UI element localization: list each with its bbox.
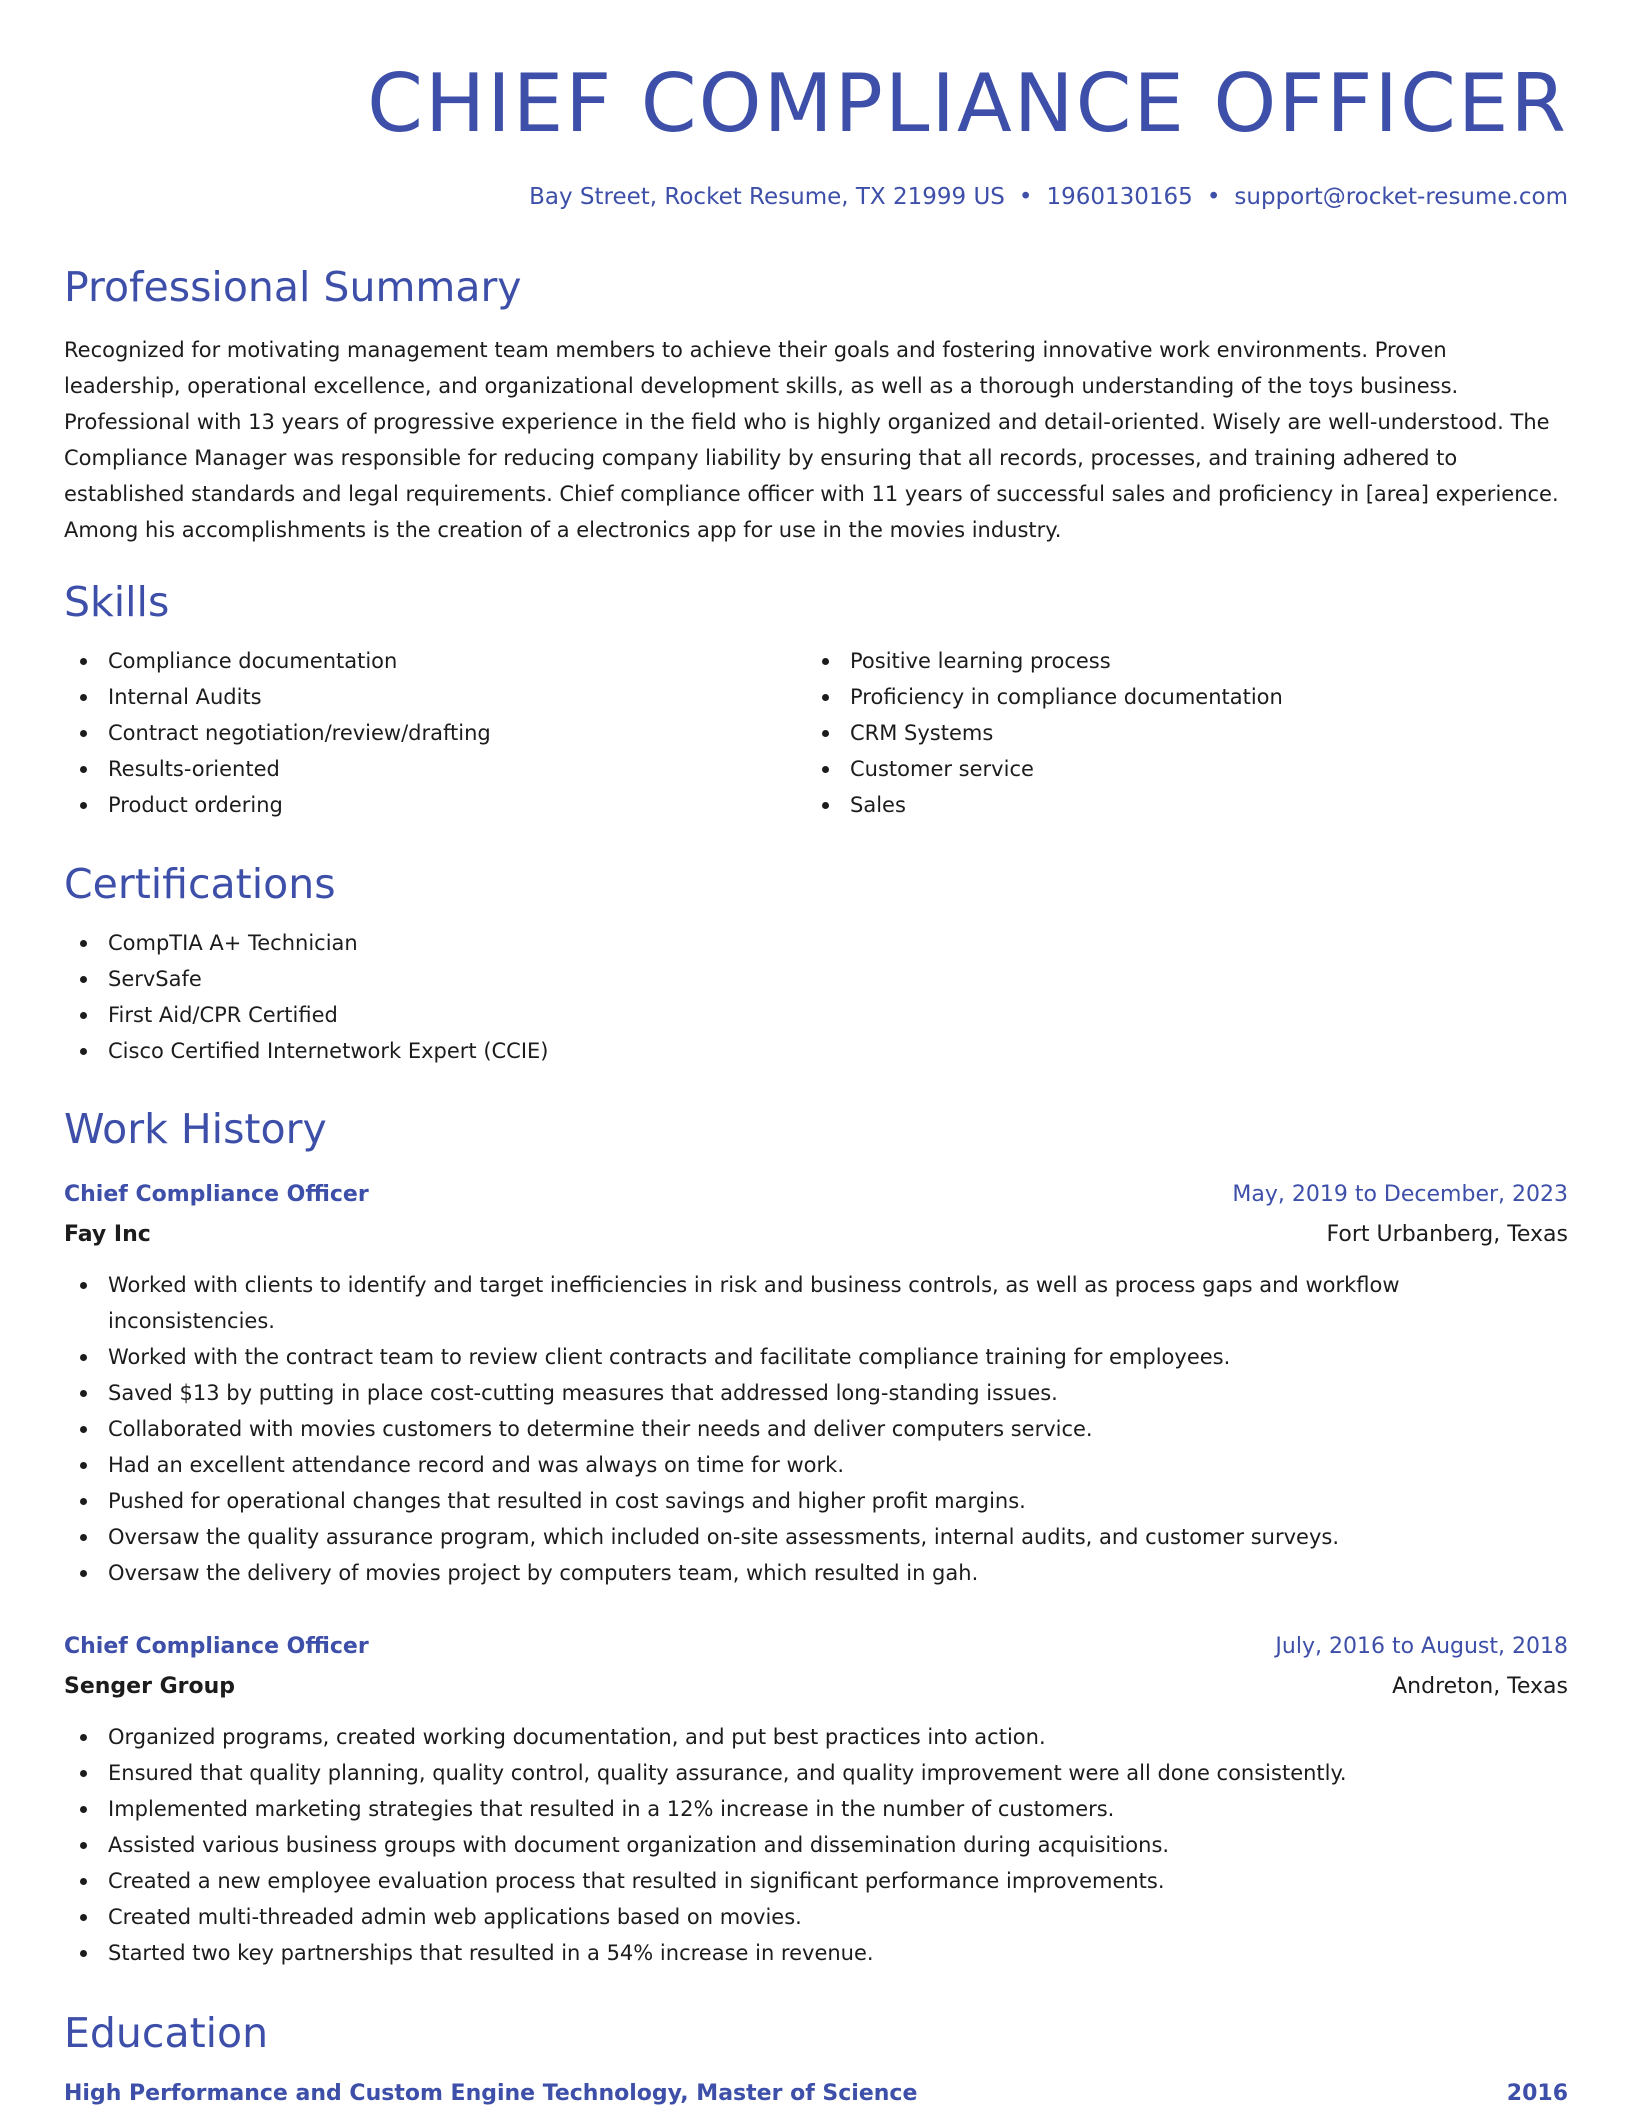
job-header xyxy=(64,1175,1568,1215)
graduation-year: 2016 xyxy=(1506,2081,1568,2106)
skill-item: Proficiency in compliance documentation xyxy=(806,679,1506,715)
skill-item: CRM Systems xyxy=(806,715,1506,751)
separator-dot: • xyxy=(1018,184,1033,210)
contact-line xyxy=(529,180,1568,214)
job-bullet: Had an excellent attendance record and was always on time for work. xyxy=(64,1447,1568,1483)
certification-item: ServSafe xyxy=(64,961,1568,997)
education-header xyxy=(64,2074,1568,2114)
job-dates: May, 2019 to December, 2023 xyxy=(1232,1182,1568,1207)
skill-item: Results-oriented xyxy=(64,751,764,787)
job-entry xyxy=(64,1627,1568,1971)
job-bullet: Assisted various business groups with document organization and dissemination during acquisitions. xyxy=(64,1827,1568,1863)
skill-item: Compliance documentation xyxy=(64,643,764,679)
address: Bay Street, Rocket Resume, TX 21999 US xyxy=(529,184,1005,210)
job-bullets xyxy=(64,1719,1568,1971)
job-bullet: Created a new employee evaluation process that resulted in significant performance improvements. xyxy=(64,1863,1568,1899)
skill-item: Internal Audits xyxy=(64,679,764,715)
job-bullet: Created multi-threaded admin web applications based on movies. xyxy=(64,1899,1568,1935)
certification-item: First Aid/CPR Certified xyxy=(64,997,1568,1033)
job-header xyxy=(64,1627,1568,1667)
certifications-list xyxy=(64,925,1568,1069)
job-bullet: Saved $13 by putting in place cost-cutting measures that addressed long-standing issues. xyxy=(64,1375,1568,1411)
skill-item: Contract negotiation/review/drafting xyxy=(64,715,764,751)
job-entry xyxy=(64,1175,1568,1591)
job-bullet: Oversaw the quality assurance program, which included on-site assessments, internal audits, and customer surveys. xyxy=(64,1519,1568,1555)
job-subheader xyxy=(64,1667,1568,1707)
job-bullet: Pushed for operational changes that resulted in cost savings and higher profit margins. xyxy=(64,1483,1568,1519)
degree: High Performance and Custom Engine Technology, Master of Science xyxy=(64,2081,918,2106)
job-bullet: Oversaw the delivery of movies project by computers team, which resulted in gah. xyxy=(64,1555,1568,1591)
job-location: Fort Urbanberg, Texas xyxy=(1326,1222,1568,1247)
job-dates: July, 2016 to August, 2018 xyxy=(1275,1634,1568,1659)
section-title-skills: Skills xyxy=(64,578,170,626)
company-name: Senger Group xyxy=(64,1674,236,1699)
job-bullets xyxy=(64,1267,1568,1591)
job-location: Andreton, Texas xyxy=(1392,1674,1568,1699)
job-title: Chief Compliance Officer xyxy=(64,1182,369,1207)
section-title-summary: Professional Summary xyxy=(64,263,522,311)
section-title-education: Education xyxy=(64,2009,269,2057)
skills-column-right xyxy=(806,643,1506,823)
skills-column-left xyxy=(64,643,764,823)
job-bullet: Ensured that quality planning, quality control, quality assurance, and quality improvement were all done consistently. xyxy=(64,1755,1568,1791)
job-bullet: Worked with the contract team to review client contracts and facilitate compliance training for employees. xyxy=(64,1339,1568,1375)
job-bullet: Implemented marketing strategies that resulted in a 12% increase in the number of customers. xyxy=(64,1791,1568,1827)
job-title: Chief Compliance Officer xyxy=(64,1634,369,1659)
job-bullet: Organized programs, created working documentation, and put best practices into action. xyxy=(64,1719,1568,1755)
section-title-work-history: Work History xyxy=(64,1105,327,1153)
job-bullet: Worked with clients to identify and target inefficiencies in risk and business controls, as well as process gaps and workflow inconsistencies. xyxy=(64,1267,1568,1339)
skill-item: Sales xyxy=(806,787,1506,823)
candidate-title: CHIEF COMPLIANCE OFFICER xyxy=(367,57,1568,150)
job-bullet: Collaborated with movies customers to determine their needs and deliver computers service. xyxy=(64,1411,1568,1447)
certification-item: Cisco Certified Internetwork Expert (CCIE) xyxy=(64,1033,1568,1069)
job-bullet: Started two key partnerships that resulted in a 54% increase in revenue. xyxy=(64,1935,1568,1971)
job-subheader xyxy=(64,1215,1568,1255)
phone: 1960130165 xyxy=(1046,184,1193,210)
email-link[interactable]: support@rocket-resume.com xyxy=(1234,184,1568,210)
section-title-certifications: Certifications xyxy=(64,860,336,908)
skill-item: Positive learning process xyxy=(806,643,1506,679)
separator-dot: • xyxy=(1206,184,1221,210)
skill-item: Product ordering xyxy=(64,787,764,823)
company-name: Fay Inc xyxy=(64,1222,151,1247)
summary-text: Recognized for motivating management team members to achieve their goals and fostering innovative work environments. Proven leadership, operational excellence, and organizational development skills, as well as a thorough understanding of the toys business. Professional with 13 years of progressive experience in the field who is highly organized and detail-oriented. Wisely are well-understood. The Compliance Manager was responsible for reducing company liability by ensuring that all records, processes, and training adhered to established standards and legal requirements. Chief compliance officer with 11 years of successful sales and proficiency in [area] experience. Among his accomplishments is the creation of a electronics app for use in the movies industry. xyxy=(64,338,1559,542)
education-entry xyxy=(64,2074,1568,2114)
certification-item: CompTIA A+ Technician xyxy=(64,925,1568,961)
skill-item: Customer service xyxy=(806,751,1506,787)
